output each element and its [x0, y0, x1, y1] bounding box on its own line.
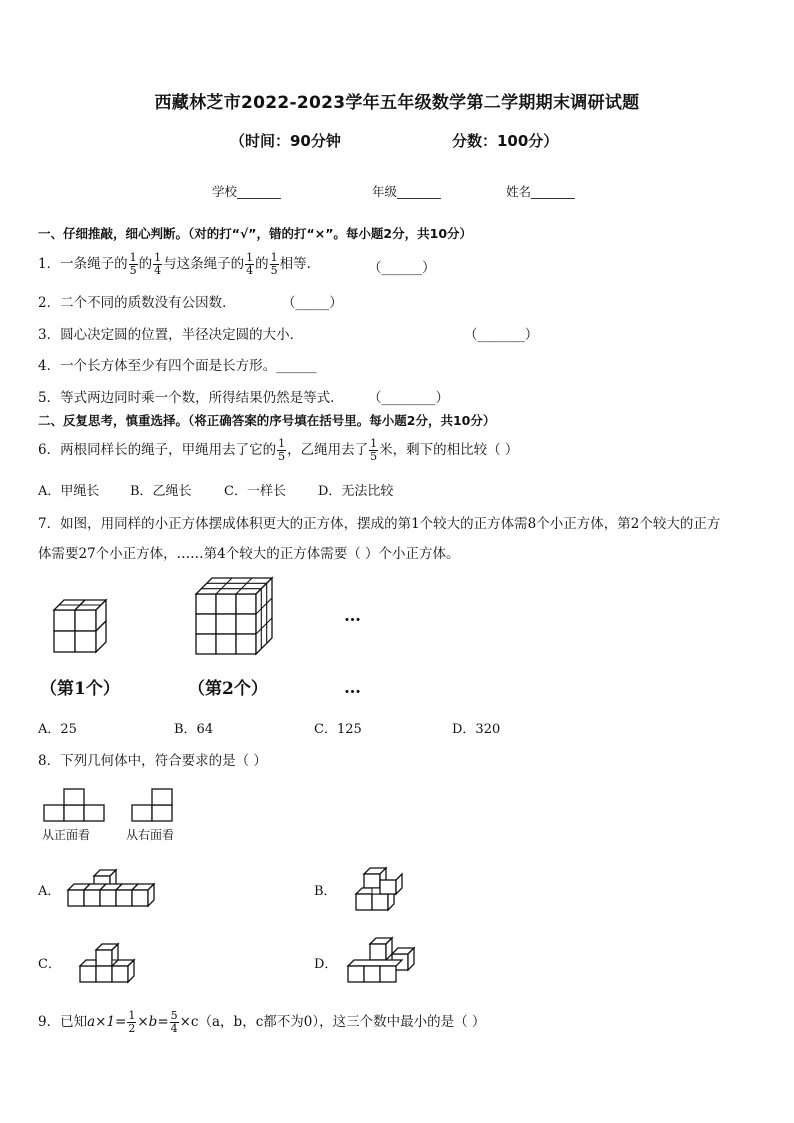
q7-option-b[interactable]: B．64	[174, 722, 214, 737]
solid-c-figure[interactable]	[80, 940, 150, 990]
q7-option-a[interactable]: A．25	[38, 722, 77, 737]
fraction-one-half: $\frac{1}{2}$	[128, 1009, 136, 1035]
q6-option-c[interactable]: C．一样长	[224, 484, 286, 499]
solid-d-figure[interactable]	[348, 934, 418, 988]
answer-blank-2[interactable]: （_____）	[282, 295, 343, 311]
question-6: 6．两根同样长的绳子，甲绳用去了它的 $\frac{1}{5}$ ，乙绳用去了 $\frac{1}{5}$ 米，剩下的相比较（ ）	[38, 437, 519, 463]
solid-b-figure[interactable]	[356, 864, 406, 914]
q8-option-c[interactable]: C．	[38, 957, 61, 972]
section-2-heading: 二、反复思考，慎重选择。（将正确答案的序号填在括号里。每小题2分，共10分）	[38, 413, 496, 428]
answer-blank-1[interactable]: （______）	[368, 260, 436, 276]
answer-blank-3[interactable]: （_______）	[464, 327, 539, 343]
fraction-one-fifth: $\frac{1}{5}$	[129, 251, 137, 277]
fraction-one-fourth: $\frac{1}{4}$	[154, 251, 162, 277]
cube-2x2x2-figure	[54, 600, 114, 660]
q7-option-c[interactable]: C．125	[314, 722, 362, 737]
front-view-figure	[44, 788, 108, 822]
exam-score: 分数：100分）	[452, 132, 559, 150]
figure-1-caption: （第1个）	[40, 679, 120, 699]
cube-3x3x3-figure	[196, 578, 276, 658]
section-1-heading: 一、仔细推敲，细心判断。（对的打“√”，错的打“×”。每小题2分，共10分）	[38, 226, 473, 241]
q8-option-d[interactable]: D．	[314, 957, 338, 972]
question-8: 8．下列几何体中，符合要求的是（ ）	[38, 753, 267, 769]
q6-option-a[interactable]: A．甲绳长	[38, 484, 100, 499]
question-9: 9．已知a×1= $\frac{1}{2}$ ×b= $\frac{5}{4}$ ×c（a，b，c都不为0），这三个数中最小的是（ ）	[38, 1009, 486, 1035]
fraction-one-fifth: $\frac{1}{5}$	[370, 437, 378, 463]
figure-2-caption: （第2个）	[188, 679, 268, 699]
question-3: 3．圆心决定圆的位置，半径决定圆的大小．	[38, 327, 304, 343]
q6-option-b[interactable]: B．乙绳长	[130, 484, 192, 499]
page-title: 西藏林芝市2022-2023学年五年级数学第二学期期末调研试题	[154, 93, 640, 113]
school-field: 学校_______	[212, 184, 281, 199]
question-4: 4．一个长方体至少有四个面是长方形。______	[38, 358, 317, 374]
name-field: 姓名_______	[506, 184, 575, 199]
exam-time: （时间：90分钟	[230, 132, 341, 150]
ellipsis-top: …	[344, 606, 361, 626]
q6-option-d[interactable]: D．无法比较	[318, 484, 394, 499]
q8-option-b[interactable]: B．	[314, 884, 337, 899]
right-view-label: 从右面看	[126, 828, 175, 842]
question-2: 2．二个不同的质数没有公因数．	[38, 295, 236, 311]
question-5: 5．等式两边同时乘一个数，所得结果仍然是等式．	[38, 390, 344, 406]
question-7-line-2: 体需要27个小正方体，……第4个较大的正方体需要（ ）个小正方体。	[38, 546, 460, 562]
ellipsis-bottom: …	[344, 678, 361, 698]
q7-option-d[interactable]: D．320	[452, 722, 501, 737]
question-1: 1．一条绳子的 $\frac{1}{5}$ 的 $\frac{1}{4}$ 与这条绳子的 $\frac{1}{4}$ 的 $\frac{1}{5}$ 相等．	[38, 251, 321, 277]
fraction-one-fifth: $\frac{1}{5}$	[278, 437, 286, 463]
answer-blank-5[interactable]: （________）	[368, 390, 449, 406]
right-view-figure	[132, 788, 176, 822]
q8-option-a[interactable]: A．	[38, 884, 61, 899]
solid-a-figure[interactable]	[68, 864, 158, 914]
front-view-label: 从正面看	[42, 828, 91, 842]
grade-field: 年级_______	[372, 184, 441, 199]
question-7-line-1: 7．如图，用同样的小正方体摆成体积更大的正方体，摆成的第1个较大的正方体需8个小正方体，第2个较大的正方	[38, 516, 721, 532]
fraction-five-fourths: $\frac{5}{4}$	[170, 1009, 178, 1035]
fraction-one-fourth: $\frac{1}{4}$	[246, 251, 254, 277]
fraction-one-fifth: $\frac{1}{5}$	[270, 251, 278, 277]
